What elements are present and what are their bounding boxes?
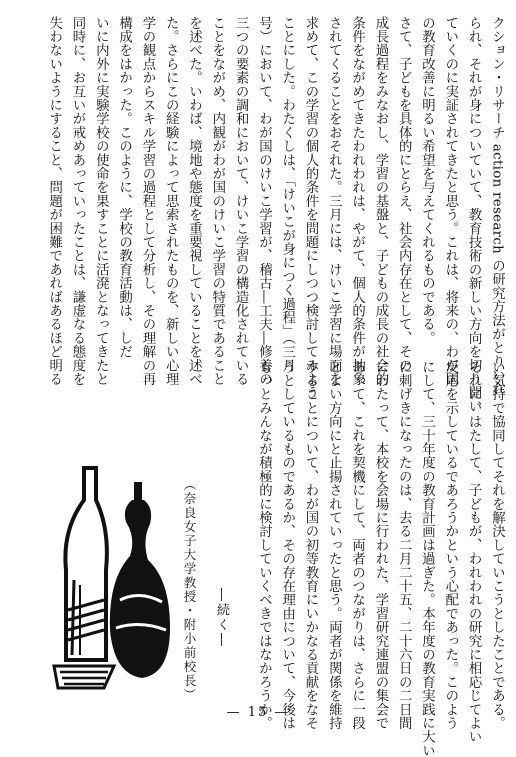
- text-column: あって、これを契機にして、両者のつながりは、さらに一段: [349, 360, 365, 730]
- text-column: た。さらにこの経験によって思索されたものを、新しい心理: [163, 16, 179, 386]
- text-column: 同時に、お互いが戒めあっていったことは、謙虚なる態度を: [70, 16, 85, 386]
- text-column: さて、子どもを具体的にとらえ、社会内存在として、その: [396, 16, 412, 373]
- author-signature: （奈良女子大学教授・附小前校長）: [182, 478, 197, 702]
- text-column: 構成をはかった。このように、学校の教育活動は、しだ: [116, 16, 132, 359]
- continued-mark: ―続く―: [214, 588, 229, 648]
- text-column: クション・リサーチ action research の研究方法がとりいれ: [489, 16, 505, 396]
- text-column: にわたって、本校を会場に行われた、学習研究連盟の集会で: [372, 360, 388, 730]
- text-column: ことをながめ、内観がわが国のけいこ学習の特質であること: [209, 16, 225, 386]
- text-column: を述べた。いわば、境地や態度を重要視していることを述べ: [186, 16, 202, 386]
- text-column: 学の観点からスキル学習の過程として分析し、その理解の再: [139, 16, 155, 386]
- text-column: 三つの要素の調和において、けいこ学習の構造化されている: [233, 16, 249, 386]
- text-column: することについて、わが国の初等教育にいかなる貢献をなそ: [303, 360, 318, 730]
- bottle-illustration-icon: [44, 460, 174, 690]
- text-column: 失わないようにすること、問題が困難であればあるほど明る: [46, 16, 62, 386]
- text-column: 条件をながめてきたわれわれは、やがて、個人的条件が抽象: [349, 16, 365, 386]
- text-column: 反応を示しているであろうかという心配であった。このよう: [442, 360, 458, 730]
- text-column: の教育改善に明るい希望を与えてくれるものである。: [419, 16, 435, 345]
- text-column: に刺げきになったのは、去る二月二十五、二十六日の二日間: [396, 360, 412, 730]
- text-column: もっとみんなが積極的に検討していくべきではなかろうか。: [256, 360, 272, 730]
- text-column: にして、三十年度の教育計画は過ぎた。本年度の教育実践に大い: [419, 360, 435, 757]
- text-column: それに、はたして、子どもが、われわれの研究に相応じてよい: [466, 360, 482, 744]
- text-column: 求めて、この学習の個人的条件を問題にしつつ検討してみよう: [303, 16, 318, 400]
- text-column: とよい方向にと止揚されていったと思う。両者が関係を維持: [326, 360, 342, 730]
- text-column: ていくのに実証されてきたと思う。これは、将来の、わが国: [442, 16, 458, 386]
- text-column: 成長過程をみなおし、学習の基盤と、子どもの成長の社会的: [372, 16, 388, 386]
- text-column: ことにした。わたくしは、「けいこが身につく過程」（三月: [279, 16, 295, 373]
- text-column: うとしているものであるか、その存在理由について、今後は: [279, 360, 295, 730]
- text-column: い気持で協同してそれを解決していこうとしたことである。: [489, 360, 505, 730]
- text-column: いに内外に実験学校の使命を果すことに活溌となってきたと: [93, 16, 109, 386]
- text-column: されてくることをおそれた。三月には、けいこ学習に場面を: [326, 16, 342, 386]
- text-column: 号）において、わが国のけいこ学習が、稽古―工夫―修養の: [256, 16, 272, 386]
- text-column: られ、それが身についていて、教育技術の新しい方向を切り開い: [466, 16, 482, 414]
- page-number: — 15 —: [226, 705, 290, 720]
